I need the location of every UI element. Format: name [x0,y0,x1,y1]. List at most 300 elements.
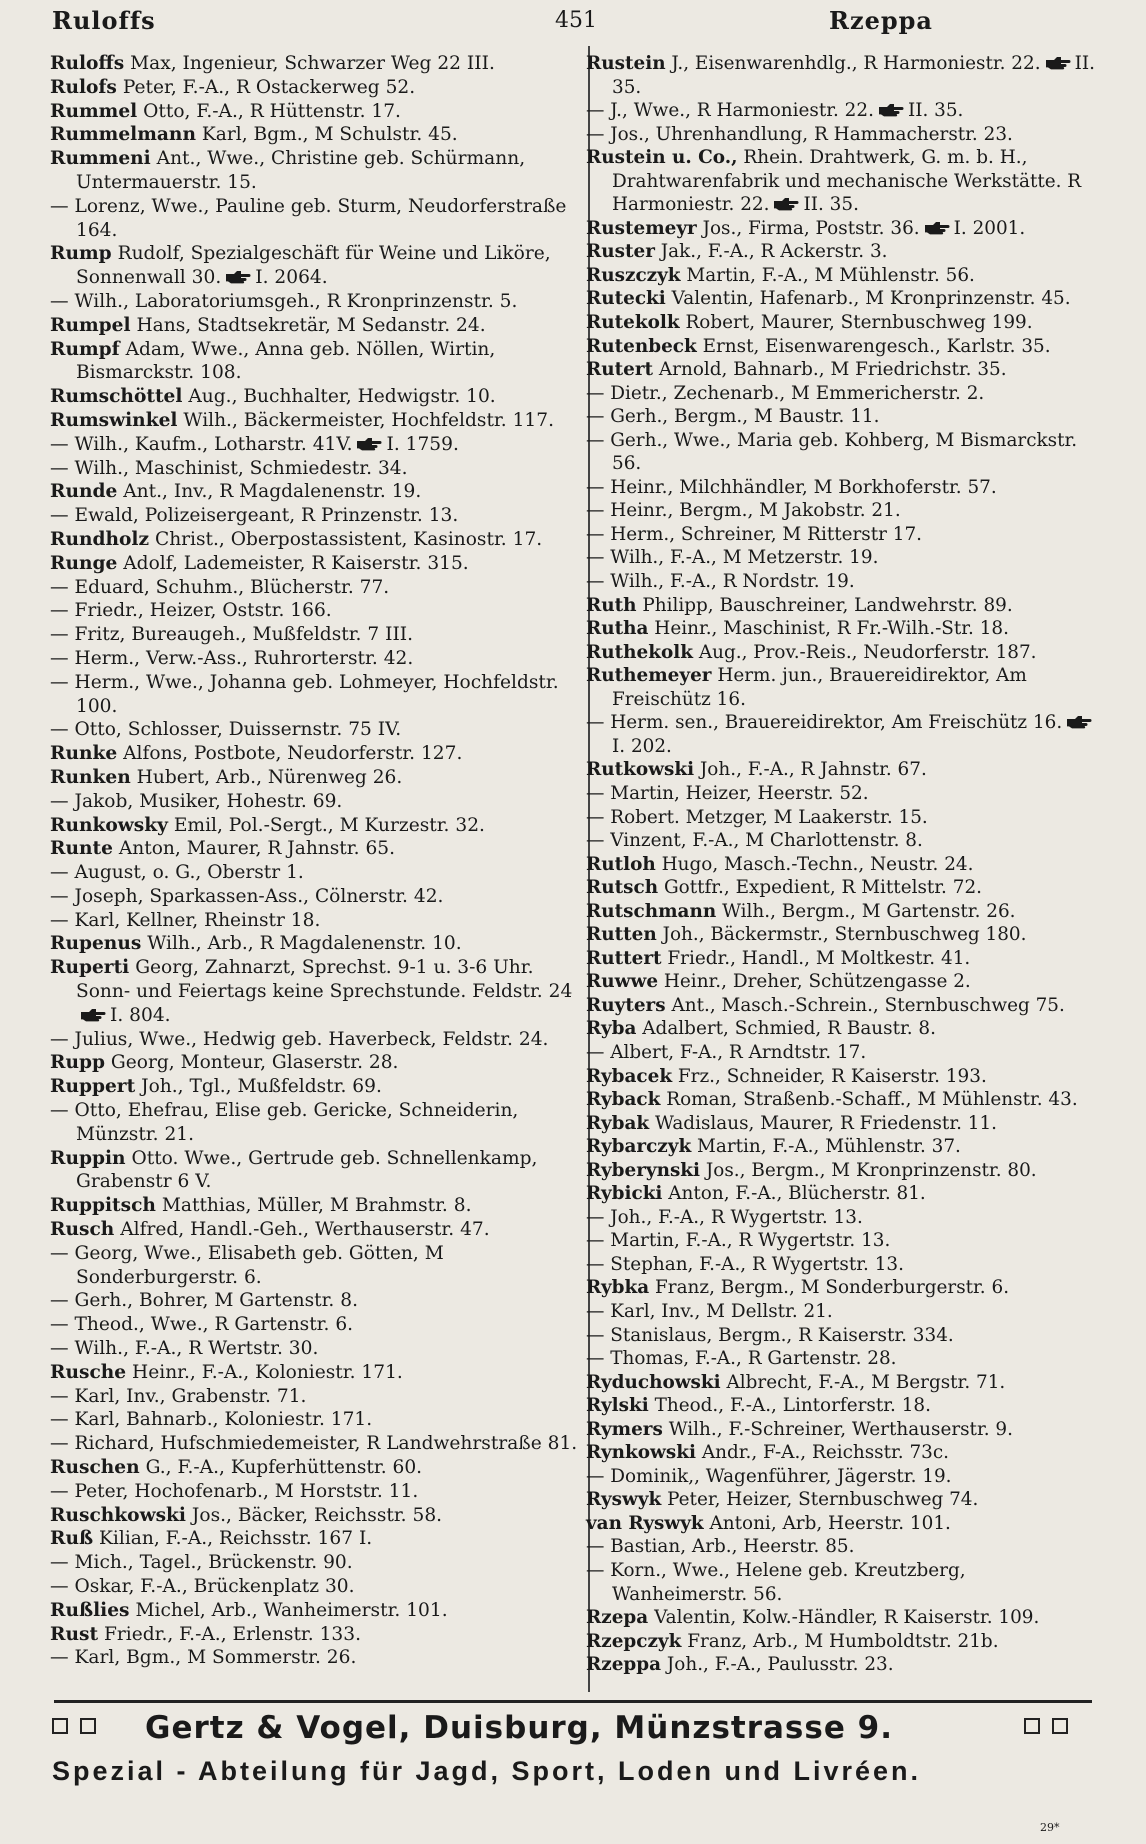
entry-surname: Rutenbeck [586,335,697,357]
entry-details: — Herm., Wwe., Johanna geb. Lohmeyer, Hochfeldstr. 100. [50,671,559,717]
entry-details: — Martin, Heizer, Heerstr. 52. [586,782,869,804]
directory-entry [586,405,1100,429]
entry-details: — Stephan, F.-A., R Wygertstr. 13. [586,1253,904,1275]
directory-entry [586,876,1100,900]
entry-details: Martin, F.-A., M Mühlenstr. 56. [686,264,975,286]
entry-details: — Korn., Wwe., Helene geb. Kreutzberg, Wanheimerstr. 56. [586,1560,966,1605]
entry-surname: Rutkowski [586,759,695,781]
directory-entry [50,1242,578,1290]
entry-details: — Herm., Verw.-Ass., Ruhrorterstr. 42. [50,647,414,669]
entry-details: Joh., F.-A., R Jahnstr. 67. [699,759,927,781]
entry-surname: Rutekolk [586,312,680,334]
directory-entry [586,523,1100,547]
ad-separator-rule [54,1700,1092,1703]
directory-entry [50,742,578,766]
directory-entry [586,829,1100,853]
entry-details: — Karl, Inv., Grabenstr. 71. [50,1385,307,1407]
entry-details: Rudolf, Spezialgeschäft für Weine und Liköre, Sonnenwall 30. [76,243,551,289]
entry-phone-number: I. 2064. [255,267,328,289]
entry-details: — Albert, F-A., R Arndtstr. 17. [586,1041,867,1063]
directory-entry [50,599,578,623]
directory-entry [586,1488,1100,1512]
directory-entry [50,338,578,386]
directory-entry [50,1599,578,1623]
entry-surname: Ruppitsch [50,1195,156,1217]
entry-surname: Rummel [50,100,138,122]
entry-details: — Ewald, Polizeisergeant, R Prinzenstr. 13. [50,505,459,527]
entry-details: Georg, Monteur, Glaserstr. 28. [110,1052,399,1074]
entry-details: Heinr., F.-A., Koloniestr. 171. [132,1361,403,1383]
entry-details: — Lorenz, Wwe., Pauline geb. Sturm, Neudorferstraße 164. [50,195,567,241]
entry-details: Matthias, Müller, M Brahmstr. 8. [161,1195,472,1217]
directory-entry [586,923,1100,947]
directory-entry [586,1653,1100,1677]
entry-surname: Ruster [586,241,655,263]
entry-surname: Ruschkowski [50,1504,186,1526]
entry-details: Roman, Straßenb.-Schaff., M Mühlenstr. 43. [666,1089,1078,1111]
entry-details: — Martin, F.-A., R Wygertstr. 13. [586,1230,891,1252]
entry-details: Antoni, Arb, Heerstr. 101. [709,1512,951,1534]
directory-entry [50,480,578,504]
directory-entry [586,1441,1100,1465]
directory-entry [586,711,1100,758]
entry-surname: Runde [50,481,118,503]
directory-entry [586,264,1100,288]
entry-details: — Jakob, Musiker, Hohestr. 69. [50,790,343,812]
directory-entry [586,806,1100,830]
directory-entry [586,853,1100,877]
entry-surname: Ruttert [586,947,662,969]
entry-details: — Otto, Schlosser, Duissernstr. 75 IV. [50,719,402,741]
entry-details: — Gerh., Wwe., Maria geb. Kohberg, M Bismarckstr. 56. [586,429,1078,475]
directory-entry [586,1559,1100,1606]
directory-entry [50,1051,578,1075]
entry-surname: Rumpel [50,314,131,336]
entry-details: Wilh., Arb., R Magdalenenstr. 10. [147,933,462,955]
entry-surname: Rutten [586,924,657,946]
entry-details: — Theod., Wwe., R Gartenstr. 6. [50,1314,354,1336]
entry-details: Jak., F.-A., R Ackerstr. 3. [660,241,888,263]
entry-details: — Thomas, F.-A., R Gartenstr. 28. [586,1348,897,1370]
entry-details: — Robert. Metzger, M Laakerstr. 15. [586,806,928,828]
entry-surname: Rumswinkel [50,409,178,431]
entry-details: Georg, Zahnarzt, Sprechst. 9-1 u. 3-6 Uhr. Sonn- und Feiertags keine Sprechstunde. Feldstr. 24 [76,957,573,1003]
directory-entry [586,1418,1100,1442]
directory-entry [586,546,1100,570]
directory-entry [50,1646,578,1670]
directory-entry [586,947,1100,971]
entry-details: — Dominik,, Wagenführer, Jägerstr. 19. [586,1465,952,1487]
entry-details: — Stanislaus, Bergm., R Kaiserstr. 334. [586,1324,954,1346]
entry-details: — Karl, Inv., M Dellstr. 21. [586,1300,833,1322]
directory-entry [586,99,1100,123]
entry-details: — Georg, Wwe., Elisabeth geb. Götten, M Sonderburgerstr. 6. [50,1242,444,1288]
entry-surname: Rzepczyk [586,1630,682,1652]
entry-details: Wilh., Bäckermeister, Hochfeldstr. 117. [183,409,554,431]
entry-details: Emil, Pol.-Sergt., M Kurzestr. 32. [173,814,485,836]
entry-details: Adolf, Lademeister, R Kaiserstr. 315. [123,552,469,574]
entry-surname: Runke [50,743,118,765]
directory-entry [50,1480,578,1504]
entry-details: — Herm. sen., Brauereidirektor, Am Freischütz 16. [586,712,1063,734]
entry-details: Valentin, Hafenarb., M Kronprinzenstr. 45. [671,288,1071,310]
header-left-keyword: Ruloffs [52,6,156,35]
entry-details: — Karl, Bahnarb., Koloniestr. 171. [50,1409,373,1431]
entry-details: — Friedr., Heizer, Oststr. 166. [50,600,332,622]
entry-details: Adalbert, Schmied, R Baustr. 8. [642,1018,936,1040]
directory-entry [586,1253,1100,1277]
entry-details: — Wilh., Kaufm., Lotharstr. 41V. [50,433,353,455]
directory-entry [50,718,578,742]
pointing-hand-icon [356,437,382,451]
entry-surname: Rustein [586,53,666,74]
entry-surname: Ruloffs [50,53,125,74]
directory-entry [586,758,1100,782]
entry-surname: Rutloh [586,853,656,875]
entry-details: Heinr., Maschinist, R Fr.-Wilh.-Str. 18. [654,618,1009,640]
entry-details: — Herm., Schreiner, M Ritterstr 17. [586,523,922,545]
entry-surname: Ruperti [50,957,130,979]
directory-entry [586,476,1100,500]
entry-surname: Rummeni [50,148,151,170]
entry-details: — Peter, Hochofenarb., M Horststr. 11. [50,1480,419,1502]
entry-surname: Rutsch [586,877,659,899]
entry-details: Christ., Oberpostassistent, Kasinostr. 17. [154,528,543,550]
pointing-hand-icon [225,270,251,284]
square-ornament-icon [80,1718,96,1734]
directory-entry [586,123,1100,147]
directory-entry [50,433,578,457]
directory-entry [586,594,1100,618]
entry-surname: Ruszczyk [586,264,681,286]
entry-details: Otto. Wwe., Gertrude geb. Schnellenkamp, Grabenstr 6 V. [76,1147,538,1193]
entry-surname: Ruppin [50,1147,126,1169]
entry-surname: Ruppert [50,1076,136,1098]
directory-entry [586,617,1100,641]
entry-details: Jos., Bäcker, Reichsstr. 58. [191,1504,443,1526]
entry-details: Friedr., Handl., M Moltkestr. 41. [667,947,971,969]
directory-entry [586,570,1100,594]
entry-surname: Ryberynski [586,1159,701,1181]
directory-entry [586,382,1100,406]
directory-entry [586,358,1100,382]
entry-details: — Wilh., Laboratoriumsgeh., R Kronprinzenstr. 5. [50,290,518,312]
directory-entry [586,1112,1100,1136]
entry-details: Aug., Buchhalter, Hedwigstr. 10. [188,386,496,408]
directory-entry [586,1182,1100,1206]
pointing-hand-icon [80,1008,106,1022]
directory-entry [50,1456,578,1480]
entry-phone-number: II. 35. [612,53,1095,98]
entry-details: Joh., F.-A., Paulusstr. 23. [666,1654,894,1676]
entry-surname: Rusche [50,1361,127,1383]
directory-entry [586,1065,1100,1089]
entry-details: — Gerh., Bohrer, M Gartenstr. 8. [50,1290,358,1312]
entry-surname: Rynkowski [586,1442,696,1464]
directory-entry [586,311,1100,335]
entry-details: Jos., Bergm., M Kronprinzenstr. 80. [705,1159,1037,1181]
directory-entry [50,1504,578,1528]
entry-details: Robert, Maurer, Sternbuschweg 199. [685,312,1033,334]
directory-entry [50,1623,578,1647]
directory-entry [586,146,1100,217]
directory-entry [586,335,1100,359]
entry-surname: Rutschmann [586,900,717,922]
directory-entry [50,1099,578,1147]
directory-entry [586,1088,1100,1112]
directory-entry [586,429,1100,476]
advertisement-line-1 [0,1710,1146,1750]
entry-details: Aug., Prov.-Reis., Neudorferstr. 187. [698,641,1037,663]
entry-details: — Karl, Bgm., M Sommerstr. 26. [50,1647,357,1669]
directory-entry [50,385,578,409]
entry-surname: Rustein u. Co., [586,147,738,169]
square-ornament-icon [1024,1718,1040,1734]
entry-details: Anton, F.-A., Blücherstr. 81. [668,1183,926,1205]
entry-surname: Rump [50,243,112,265]
entry-details: G., F.-A., Kupferhüttenstr. 60. [145,1457,423,1479]
entry-surname: Ryduchowski [586,1371,721,1393]
pointing-hand-icon [1045,56,1071,70]
entry-details: — Wilh., F.-A., R Wertstr. 30. [50,1338,319,1360]
entry-details: Heinr., Dreher, Schützengasse 2. [663,971,971,993]
entry-phone-number: I. 804. [110,1004,171,1026]
header-right-keyword: Rzeppa [829,6,933,35]
entry-surname: Runken [50,766,131,788]
directory-entry [50,290,578,314]
entry-details: Hans, Stadtsekretär, M Sedanstr. 24. [136,314,486,336]
entry-details: Arnold, Bahnarb., M Friedrichstr. 35. [658,359,1007,381]
directory-entry [50,123,578,147]
entry-details: Valentin, Kolw.-Händler, R Kaiserstr. 109. [654,1607,1040,1629]
left-column [50,52,578,1670]
directory-entry [50,909,578,933]
entry-details: Ant., Wwe., Christine geb. Schürmann, Untermauerstr. 15. [76,148,526,193]
entry-details: — Dietr., Zechenarb., M Emmericherstr. 2. [586,382,985,404]
directory-entry [586,1041,1100,1065]
entry-surname: Rundholz [50,528,150,550]
entry-details: — Eduard, Schuhm., Blücherstr. 77. [50,576,390,598]
directory-entry [50,1075,578,1099]
entry-details: Herm. jun., Brauereidirektor, Am Freischütz 16. [612,665,1027,710]
entry-details: Kilian, F.-A., Reichsstr. 167 I. [99,1528,373,1550]
entry-surname: Rybicki [586,1183,663,1205]
entry-details: — Joseph, Sparkassen-Ass., Cölnerstr. 42. [50,885,444,907]
entry-details: Alfred, Handl.-Geh., Werthauserstr. 47. [120,1219,490,1241]
directory-entry [586,970,1100,994]
entry-details: — Vinzent, F.-A., M Charlottenstr. 8. [586,830,923,852]
entry-details: Franz, Arb., M Humboldtstr. 21b. [687,1630,999,1652]
directory-entry [586,1324,1100,1348]
directory-entry [50,1575,578,1599]
directory-entry [50,623,578,647]
directory-entry [50,1551,578,1575]
directory-entry [586,1630,1100,1654]
square-ornament-icon [1052,1718,1068,1734]
entry-details: Ant., Masch.-Schrein., Sternbuschweg 75. [671,994,1065,1016]
entry-surname: Runkowsky [50,814,168,836]
entry-details: Karl, Bgm., M Schulstr. 45. [201,124,458,146]
entry-details: — Otto, Ehefrau, Elise geb. Gericke, Schneiderin, Münzstr. 21. [50,1100,519,1145]
advertisement-firm: Gertz & Vogel, Duisburg, Münzstrasse 9. [145,1710,894,1746]
entry-details: Andr., F-A., Reichsstr. 73c. [701,1442,950,1464]
directory-entry [50,1361,578,1385]
entry-surname: Rutha [586,618,649,640]
directory-entry [586,1371,1100,1395]
directory-entry [50,576,578,600]
entry-details: Wilh., F.-Schreiner, Werthauserstr. 9. [668,1418,1013,1440]
directory-entry [50,956,578,1027]
entry-details: Otto, F.-A., R Hüttenstr. 17. [143,100,401,122]
directory-entry [50,885,578,909]
directory-entry [50,1385,578,1409]
entry-details: — Wilh., F.-A., R Nordstr. 19. [586,571,855,593]
directory-entry [586,1394,1100,1418]
entry-surname: Rutert [586,359,654,381]
directory-entry [50,1194,578,1218]
entry-surname: Rybak [586,1112,650,1134]
entry-details: Albrecht, F.-A., M Bergstr. 71. [726,1371,1006,1393]
directory-entry [586,1347,1100,1371]
entry-phone-number: I. 1759. [386,433,459,455]
entry-details: Joh., Tgl., Mußfeldstr. 69. [141,1076,382,1098]
directory-entry [50,932,578,956]
directory-entry [50,52,578,76]
entry-surname: Ruthekolk [586,641,693,663]
entry-details: — Heinr., Milchhändler, M Borkhoferstr. 57. [586,476,997,498]
directory-entry [50,1147,578,1195]
entry-details: Max, Ingenieur, Schwarzer Weg 22 III. [130,53,495,74]
page-header [0,6,1146,40]
directory-entry [586,499,1100,523]
entry-details: Wilh., Bergm., M Gartenstr. 26. [722,900,1016,922]
pointing-hand-icon [1066,715,1092,729]
entry-phone-number: I. 2001. [953,217,1026,239]
entry-details: Philipp, Bauschreiner, Landwehrstr. 89. [642,594,1013,616]
entry-details: Friedr., F.-A., Erlenstr. 133. [103,1623,361,1645]
directory-entry [50,195,578,243]
directory-entry [50,409,578,433]
directory-entry [586,1535,1100,1559]
entry-details: — Mich., Tagel., Brückenstr. 90. [50,1552,353,1574]
directory-entry [50,147,578,195]
directory-entry [50,1408,578,1432]
directory-entry [586,1465,1100,1489]
entry-details: J., Eisenwarenhdlg., R Harmoniestr. 22. [671,53,1041,74]
directory-entry [586,1300,1100,1324]
pointing-hand-icon [878,103,904,117]
entry-details: — Wilh., Maschinist, Schmiedestr. 34. [50,457,408,479]
entry-details: Frz., Schneider, R Kaiserstr. 193. [677,1065,987,1087]
directory-entry [586,1135,1100,1159]
advertisement-line-2: Spezial - Abteilung für Jagd, Sport, Loden und Livréen. [52,1756,922,1786]
entry-details: Michel, Arb., Wanheimerstr. 101. [135,1599,448,1621]
entry-surname: Rybarczyk [586,1136,692,1158]
directory-entry [50,1313,578,1337]
entry-surname: Rumschöttel [50,386,183,408]
directory-entry [586,782,1100,806]
directory-entry [586,240,1100,264]
directory-entry [586,1206,1100,1230]
entry-surname: Rust [50,1623,99,1645]
entry-details: Ant., Inv., R Magdalenenstr. 19. [123,481,422,503]
entry-details: Rhein. Drahtwerk, G. m. b. H., Drahtwarenfabrik und mechanische Werkstätte. R Harmoniestr. 22. [612,147,1082,216]
entry-surname: Rzeppa [586,1654,662,1676]
directory-entry [50,1289,578,1313]
square-ornament-icon [52,1718,68,1734]
entry-details: Alfons, Postbote, Neudorferstr. 127. [123,743,463,765]
directory-entry [50,647,578,671]
page-number: 451 [555,8,597,33]
entry-details: — Heinr., Bergm., M Jakobstr. 21. [586,500,901,522]
entry-details: Peter, Heizer, Sternbuschweg 74. [667,1489,979,1511]
directory-entry [50,861,578,885]
directory-entry [50,1218,578,1242]
entry-surname: Ruß [50,1528,94,1550]
directory-entry [586,1017,1100,1041]
entry-surname: van Ryswyk [586,1512,704,1534]
entry-surname: Rulofs [50,76,117,98]
directory-entry [50,100,578,124]
directory-entry [586,1276,1100,1300]
directory-entry [50,766,578,790]
entry-surname: Rußlies [50,1599,130,1621]
directory-entry [50,1028,578,1052]
entry-surname: Runte [50,838,113,860]
directory-entry [586,1606,1100,1630]
directory-entry [50,457,578,481]
directory-entry [50,314,578,338]
entry-details: — Karl, Kellner, Rheinstr 18. [50,909,321,931]
sheet-mark: 29* [1040,1821,1060,1834]
directory-entry [50,504,578,528]
directory-entry [586,1159,1100,1183]
directory-entry [586,900,1100,924]
directory-entry [50,242,578,290]
entry-surname: Ruyters [586,994,666,1016]
entry-details: — Jos., Uhrenhandlung, R Hammacherstr. 23. [586,123,1013,145]
entry-details: — Julius, Wwe., Hedwig geb. Haverbeck, Feldstr. 24. [50,1028,549,1050]
directory-entry [50,1432,578,1456]
entry-details: Wadislaus, Maurer, R Friedenstr. 11. [655,1112,998,1134]
entry-surname: Rupenus [50,933,142,955]
entry-details: — Oskar, F.-A., Brückenplatz 30. [50,1576,355,1597]
directory-entry [50,814,578,838]
entry-details: — Richard, Hufschmiedemeister, R Landwehrstraße 81. [50,1433,578,1455]
entry-surname: Ryswyk [586,1489,662,1511]
entry-details: Jos., Firma, Poststr. 36. [702,217,920,239]
entry-surname: Rumpf [50,338,120,360]
entry-details: — Gerh., Bergm., M Baustr. 11. [586,406,880,428]
directory-entry [586,1512,1100,1536]
entry-details: Theod., F.-A., Lintorferstr. 18. [654,1395,931,1417]
directory-entry [50,671,578,719]
entry-phone-number: II. 35. [907,100,964,122]
entry-surname: Ryback [586,1089,661,1111]
entry-details: Ernst, Eisenwarengesch., Karlstr. 35. [702,335,1051,357]
entry-surname: Ruth [586,594,637,616]
entry-surname: Ryba [586,1018,637,1040]
entry-surname: Rymers [586,1418,663,1440]
entry-surname: Rybacek [586,1065,673,1087]
entry-details: — J., Wwe., R Harmoniestr. 22. [586,100,874,122]
directory-entry [50,1527,578,1551]
entry-surname: Ruwwe [586,971,659,993]
entry-surname: Ruschen [50,1457,140,1479]
entry-details: — Wilh., F.-A., M Metzerstr. 19. [586,547,879,569]
directory-entry [50,1337,578,1361]
entry-surname: Runge [50,552,118,574]
